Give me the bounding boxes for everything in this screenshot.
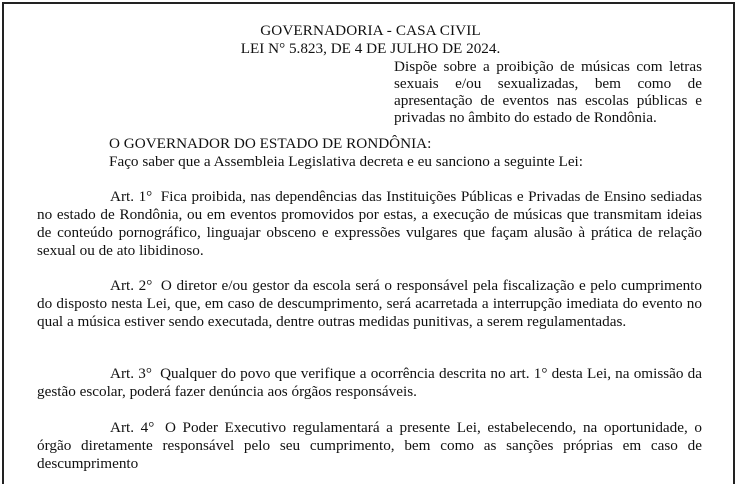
law-number: LEI N° 5.823, DE 4 DE JULHO DE 2024.	[240, 40, 501, 57]
article-2	[37, 277, 702, 331]
article-2-label: Art. 2°	[110, 277, 153, 294]
governor-heading: O GOVERNADOR DO ESTADO DE RONDÔNIA:	[109, 135, 432, 152]
article-3-label: Art. 3°	[110, 365, 152, 382]
article-3-text: Qualquer do povo que verifique a ocorrência descrita no art. 1° desta Lei, na omissão da gestão escolar, poderá fazer denúncia aos órgãos responsáveis.	[37, 365, 702, 400]
article-1	[37, 188, 702, 260]
enactment-clause: Faço saber que a Assembleia Legislativa decreta e eu sanciono a seguinte Lei:	[109, 153, 584, 170]
article-3	[37, 365, 702, 401]
article-1-text: Fica proibida, nas dependências das Instituições Públicas e Privadas de Ensino sediadas no estado de Rondônia, ou em eventos promovidos por estas, a execução de músicas que transmitam ideias de conteúdo pornográfico, linguajar obsceno e expressões vulgares que façam alusão à prática de relação sexual ou de ato libidinoso.	[37, 188, 703, 259]
article-1-label: Art. 1°	[110, 188, 153, 205]
article-4	[37, 419, 702, 473]
article-4-label: Art. 4°	[110, 419, 155, 436]
header-title: GOVERNADORIA - CASA CIVIL	[260, 22, 481, 39]
ementa-summary: Dispõe sobre a proibição de músicas com letras sexuais e/ou sexualizadas, bem como de apresentação de eventos nas escolas públicas e privadas no âmbito do estado de Rondônia.	[394, 58, 702, 126]
article-2-text: O diretor e/ou gestor da escola será o responsável pela fiscalização e pelo cumprimento do disposto nesta Lei, que, em caso de descumprimento, será acarretada a interrupção imediata do evento no qual a música estiver sendo executada, dentre outras medidas punitivas, a serem regulamentadas.	[37, 277, 702, 330]
article-4-text: O Poder Executivo regulamentará a presente Lei, estabelecendo, na oportunidade, o órgão diretamente responsável pelo seu cumprimento, bem como as sanções próprias em caso de descumprimento	[37, 419, 703, 472]
document-frame	[2, 2, 735, 484]
